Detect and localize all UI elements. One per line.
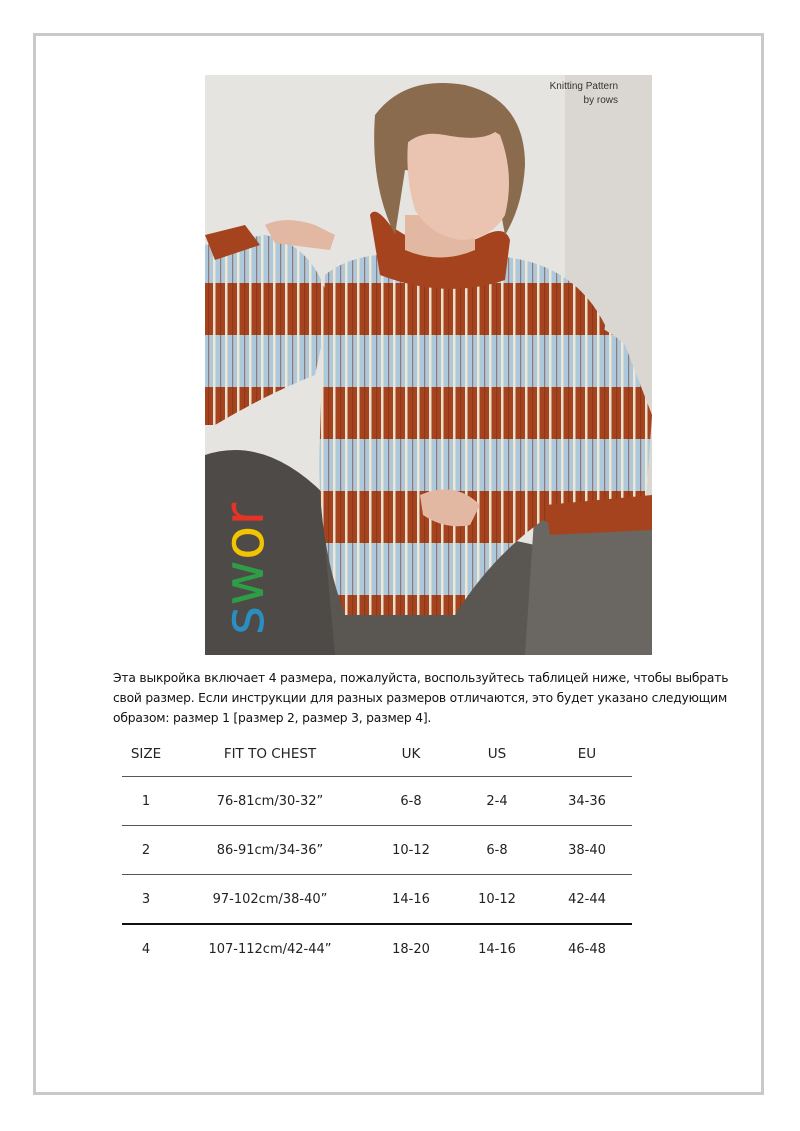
cover-photo [205,75,652,655]
cell-chest: 86-91cm/34-36” [170,826,370,875]
cell-eu: 38-40 [542,826,632,875]
svg-text:swor: swor [212,502,277,635]
cell-size: 1 [122,777,170,826]
header-eu: EU [542,732,632,777]
cell-uk: 18-20 [392,941,430,957]
intro-paragraph [113,668,733,728]
header-uk: UK [370,732,452,777]
cell-size: 4 [141,941,151,957]
cell-uk: 6-8 [370,777,452,826]
cell-chest: 97-102cm/38-40” [170,875,370,925]
table-header-row [122,732,632,777]
cell-uk: 10-12 [370,826,452,875]
caption-line-1: Knitting Pattern [549,81,618,92]
photo-caption [550,80,618,108]
header-size: SIZE [122,732,170,777]
knitter-photo-illustration [205,75,652,655]
cell-eu: 46-48 [568,941,606,957]
brand-logo [212,502,277,635]
caption-line-2: by rows [583,95,618,106]
table-row [122,875,632,925]
cell-us: 6-8 [452,826,542,875]
cell-chest: 107-112cm/42-44” [208,941,332,957]
intro-line-3: образом: размер 1 [размер 2, размер 3, размер 4]. [113,711,432,725]
cell-size: 3 [122,875,170,925]
header-fit-to-chest: FIT TO CHEST [170,732,370,777]
cell-chest: 76-81cm/30-32” [170,777,370,826]
size-chart-table [122,732,632,973]
cell-us: 14-16 [478,941,516,957]
cell-size: 2 [122,826,170,875]
table-row [122,826,632,875]
cell-uk: 14-16 [370,875,452,925]
intro-line-1: Эта выкройка включает 4 размера, пожалуйста, воспользуйтесь таблицей ниже, чтобы выбрать [113,671,729,685]
cell-us: 10-12 [452,875,542,925]
header-us: US [452,732,542,777]
cell-eu: 34-36 [542,777,632,826]
table-row [122,777,632,826]
intro-line-2: свой размер. Если инструкции для разных размеров отличаются, это будет указано следующим [113,691,728,705]
table-row [122,924,632,973]
cell-eu: 42-44 [542,875,632,925]
cell-us: 2-4 [452,777,542,826]
